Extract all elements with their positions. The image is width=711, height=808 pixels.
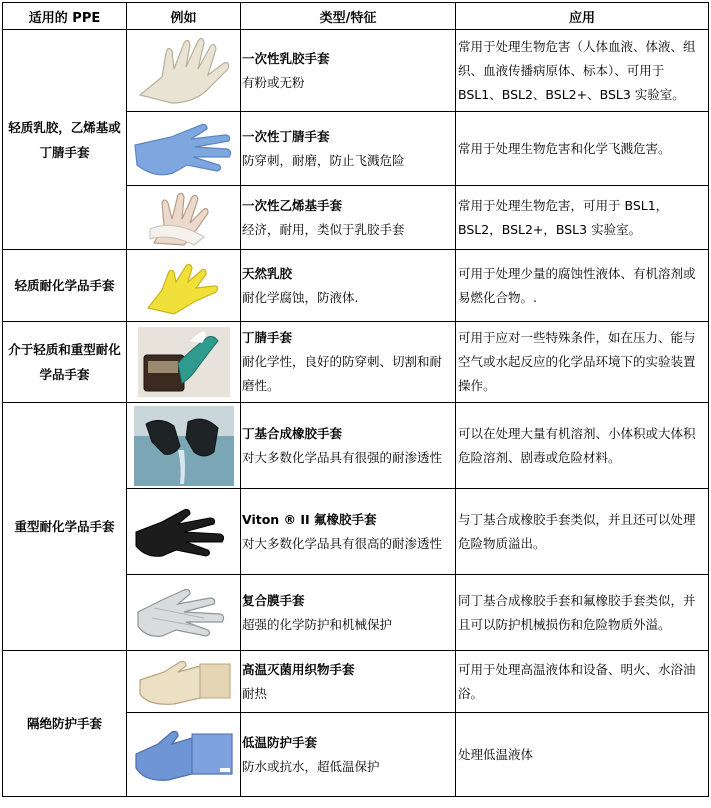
header-example: 例如 <box>127 3 241 30</box>
vinyl-glove-icon <box>144 189 224 247</box>
glove-type: 一次性乳胶手套 <box>242 50 330 66</box>
application-cell: 同丁基合成橡胶手套和氟橡胶手套类似，并且可以防护机械损伤和危险物质外溢。 <box>456 575 709 651</box>
cryo-glove-icon <box>132 724 236 786</box>
glove-feature: 耐热 <box>242 685 268 701</box>
glove-type: 复合膜手套 <box>242 592 305 608</box>
example-cell <box>127 112 241 186</box>
application-cell: 可用于处理高温液体和设备、明火、水浴油浴。 <box>456 651 709 713</box>
example-cell <box>127 250 241 322</box>
table-row <box>3 322 709 403</box>
glove-type: 低温防护手套 <box>242 734 318 750</box>
glove-type: 天然乳胶 <box>242 265 293 281</box>
application-cell: 可以在处理大量有机溶剂、小体积或大体积危险溶剂、剧毒或危险材料。 <box>456 403 709 489</box>
heat-glove-icon <box>134 656 234 708</box>
category-cell: 轻质耐化学品手套 <box>3 250 127 322</box>
yellow-latex-glove-icon <box>144 256 224 316</box>
type-cell <box>241 250 456 322</box>
table-row <box>3 403 709 489</box>
example-cell <box>127 403 241 489</box>
header-application: 应用 <box>456 3 709 30</box>
example-cell <box>127 30 241 112</box>
glove-feature: 经济，耐用，类似于乳胶手套 <box>242 221 405 237</box>
type-cell <box>241 112 456 186</box>
glove-feature: 耐化学腐蚀，防液体. <box>242 289 359 305</box>
glove-type: Viton ® II 氟橡胶手套 <box>242 511 377 527</box>
table-row <box>3 30 709 112</box>
application-cell: 与丁基合成橡胶手套类似，并且还可以处理危险物质溢出。 <box>456 489 709 575</box>
butyl-glove-photo-icon <box>134 406 234 486</box>
application-cell: 处理低温液体 <box>456 713 709 797</box>
application-cell: 常用于处理生物危害，可用于 BSL1，BSL2，BSL2+，BSL3 实验室。 <box>456 186 709 250</box>
table-row <box>3 651 709 713</box>
glove-type: 高温灭菌用织物手套 <box>242 661 355 677</box>
type-cell <box>241 575 456 651</box>
viton-glove-icon <box>132 504 236 560</box>
glove-feature: 对大多数化学品具有很强的耐渗透性 <box>242 449 443 465</box>
application-cell: 可用于应对一些特殊条件，如在压力、能与空气或水起反应的化学品环境下的实验装置操作。 <box>456 322 709 403</box>
application-cell: 可用于处理少量的腐蚀性液体、有机溶剂或易燃化合物。. <box>456 250 709 322</box>
type-cell <box>241 489 456 575</box>
glove-feature: 耐化学性，良好的防穿刺、切割和耐磨性。 <box>242 354 443 393</box>
example-cell <box>127 489 241 575</box>
example-cell <box>127 186 241 250</box>
glove-feature: 对大多数化学品具有很高的耐渗透性 <box>242 535 443 551</box>
glove-feature: 超强的化学防护和机械保护 <box>242 616 393 632</box>
example-cell <box>127 713 241 797</box>
type-cell <box>241 186 456 250</box>
header-row <box>3 3 709 30</box>
ppe-glove-table <box>2 2 709 797</box>
header-type: 类型/特征 <box>241 3 456 30</box>
category-cell: 介于轻质和重型耐化学品手套 <box>3 322 127 403</box>
example-cell <box>127 322 241 403</box>
header-ppe: 适用的 PPE <box>3 3 127 30</box>
category-cell: 隔绝防护手套 <box>3 651 127 797</box>
type-cell <box>241 403 456 489</box>
glove-feature: 防穿刺，耐磨，防止飞溅危险 <box>242 152 405 168</box>
glove-type: 丁腈手套 <box>242 330 293 345</box>
glove-type: 一次性乙烯基手套 <box>242 197 343 213</box>
category-cell: 轻质乳胶，乙烯基或丁腈手套 <box>3 30 127 250</box>
type-cell <box>241 322 456 403</box>
example-cell <box>127 651 241 713</box>
application-cell: 常用于处理生物危害和化学飞溅危害。 <box>456 112 709 186</box>
type-cell <box>241 30 456 112</box>
nitrile-glove-photo-icon <box>138 327 230 397</box>
example-cell <box>127 575 241 651</box>
glove-feature: 有粉或无粉 <box>242 74 305 90</box>
table-row <box>3 250 709 322</box>
glove-type: 一次性丁腈手套 <box>242 128 330 144</box>
glove-feature: 防水或抗水，超低温保护 <box>242 758 380 774</box>
latex-glove-icon <box>132 33 236 109</box>
glove-type: 丁基合成橡胶手套 <box>242 425 343 441</box>
category-cell: 重型耐化学品手套 <box>3 403 127 651</box>
blue-nitrile-glove-icon <box>131 115 237 183</box>
type-cell <box>241 713 456 797</box>
application-cell: 常用于处理生物危害（人体血液、体液、组织、血液传播病原体、标本）、可用于BSL1、BSL2、BSL2+、BSL3 实验室。 <box>456 30 709 112</box>
type-cell <box>241 651 456 713</box>
laminate-glove-icon <box>134 584 234 642</box>
